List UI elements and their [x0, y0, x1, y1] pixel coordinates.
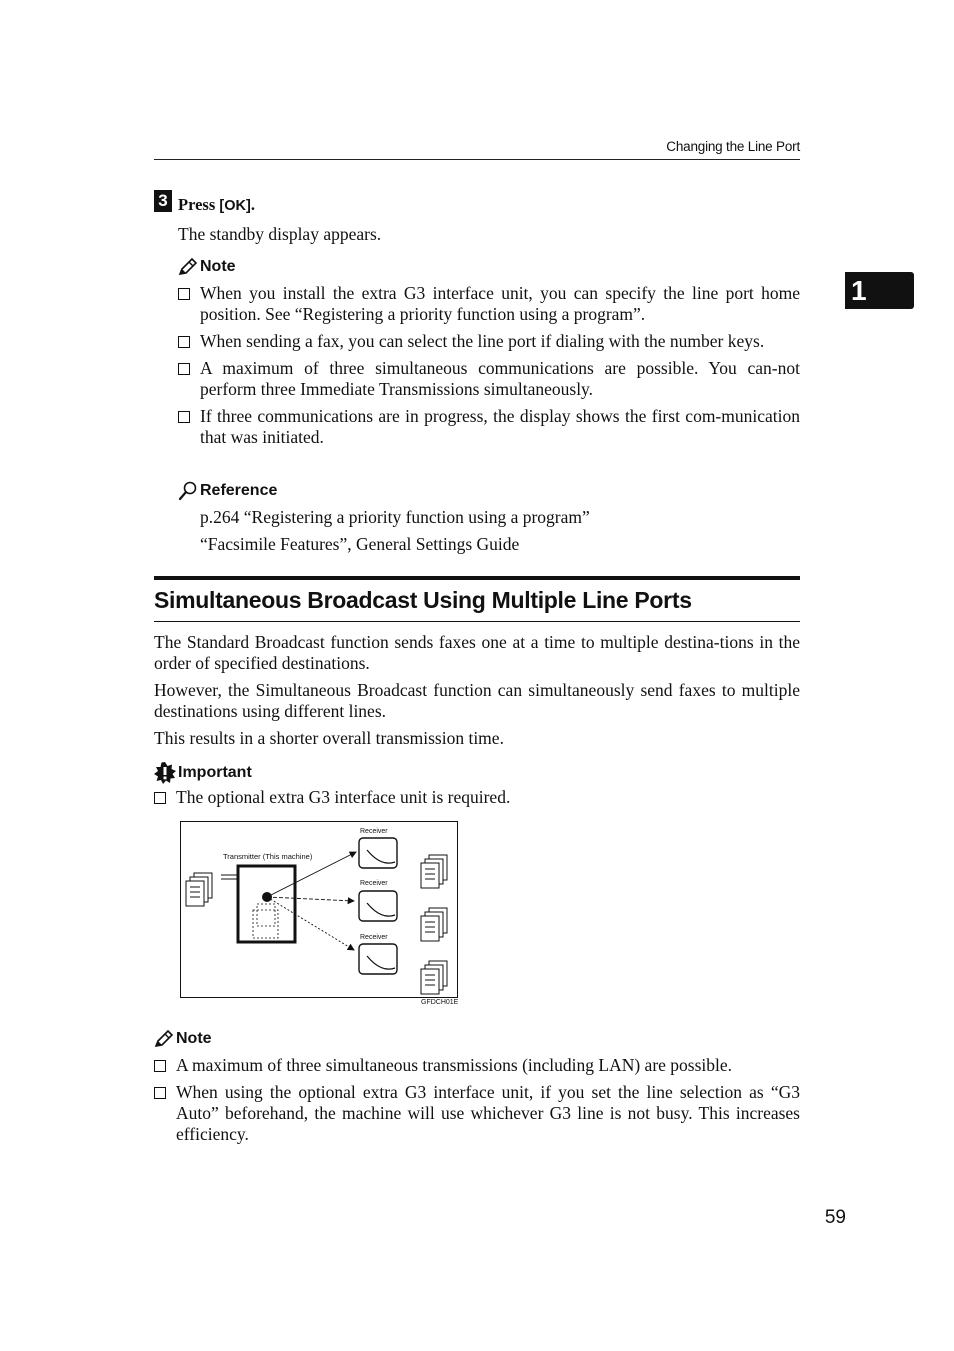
note-item-text: If three communications are in progress, the display shows the first com-munication that was initiated. [200, 406, 800, 447]
important-item-text: The optional extra G3 interface unit is required. [176, 787, 511, 807]
note-list [178, 283, 800, 454]
step-title [178, 195, 255, 215]
body-paragraph: However, the Simultaneous Broadcast function can simultaneously send faxes to multiple destinations using different lines. [154, 680, 800, 721]
note-item-text: When you install the extra G3 interface unit, you can specify the line port home position. See “Registering a priority function using a program”. [200, 283, 800, 324]
page-number: 59 [824, 1207, 846, 1228]
step-result: The standby display appears. [178, 224, 382, 244]
transmitter-label: Transmitter (This machine) [223, 852, 313, 861]
note-item-text: A maximum of three simultaneous transmissions (including LAN) are possible. [176, 1055, 733, 1075]
note-item [178, 406, 800, 448]
receiver-label: Receiver [360, 880, 388, 887]
received-documents-icon [421, 908, 447, 941]
note-list [154, 1055, 800, 1151]
checkbox-bullet-icon [178, 288, 190, 300]
important-heading [154, 762, 252, 784]
chapter-tab: 1 [845, 272, 914, 309]
note-item [178, 331, 800, 352]
receiver-label: Receiver [360, 934, 388, 941]
body-paragraph: The Standard Broadcast function sends faxes one at a time to multiple destina-tions in the order of specified destinations. [154, 632, 800, 673]
figure-code: GFDCH01E [421, 999, 459, 1006]
note-item-text: A maximum of three simultaneous communications are possible. You can-not perform three Immediate Transmissions simultaneously. [200, 358, 800, 399]
receiver-fax-icon [359, 838, 397, 868]
reference-label: Reference [200, 482, 278, 499]
note-heading [154, 1030, 212, 1048]
note-item [154, 1082, 800, 1145]
note-item-text: When using the optional extra G3 interface unit, if you set the line selection as “G3 Auto” beforehand, the machine will use whichever G3 line is not busy. This increases efficiency. [176, 1082, 800, 1144]
checkbox-bullet-icon [154, 1060, 166, 1072]
note-item [154, 1055, 800, 1076]
broadcast-diagram [180, 821, 458, 998]
note-label: Note [176, 1030, 212, 1047]
note-item-text: When sending a fax, you can select the line port if dialing with the number keys. [200, 331, 765, 351]
section-rule-bottom [154, 621, 800, 622]
important-item [154, 787, 800, 808]
magnifier-icon [178, 481, 198, 501]
checkbox-bullet-icon [178, 411, 190, 423]
header-rule [154, 159, 800, 160]
checkbox-bullet-icon [154, 792, 166, 804]
checkbox-bullet-icon [178, 363, 190, 375]
running-header: Changing the Line Port [666, 139, 800, 154]
received-documents-icon [421, 961, 447, 994]
important-badge-icon [154, 762, 176, 784]
body-paragraph: This results in a shorter overall transmission time. [154, 728, 504, 748]
pencil-icon [154, 1030, 174, 1048]
checkbox-bullet-icon [154, 1087, 166, 1099]
reference-heading [178, 481, 277, 501]
note-item [178, 358, 800, 400]
received-documents-icon [421, 855, 447, 888]
important-list [154, 787, 800, 814]
step-title-prefix: Press [178, 195, 220, 214]
note-label: Note [200, 258, 236, 275]
note-item [178, 283, 800, 325]
step-title-suffix: . [250, 195, 255, 214]
pencil-icon [178, 258, 198, 276]
checkbox-bullet-icon [178, 336, 190, 348]
receiver-label: Receiver [360, 828, 388, 835]
important-label: Important [178, 764, 252, 781]
receiver-fax-icon [359, 944, 397, 974]
ok-key-label: [OK] [219, 198, 251, 214]
original-documents-icon [186, 873, 212, 906]
step-number-badge: 3 [154, 190, 172, 212]
note-heading [178, 258, 236, 276]
section-title: Simultaneous Broadcast Using Multiple Line Ports [154, 587, 692, 613]
reference-link-2: “Facsimile Features”, General Settings Guide [200, 534, 520, 554]
reference-link-1[interactable]: p.264 “Registering a priority function using a program” [200, 507, 590, 527]
broadcast-diagram-drawing [181, 822, 457, 997]
section-rule-top [154, 576, 800, 580]
receiver-fax-icon [359, 891, 397, 921]
